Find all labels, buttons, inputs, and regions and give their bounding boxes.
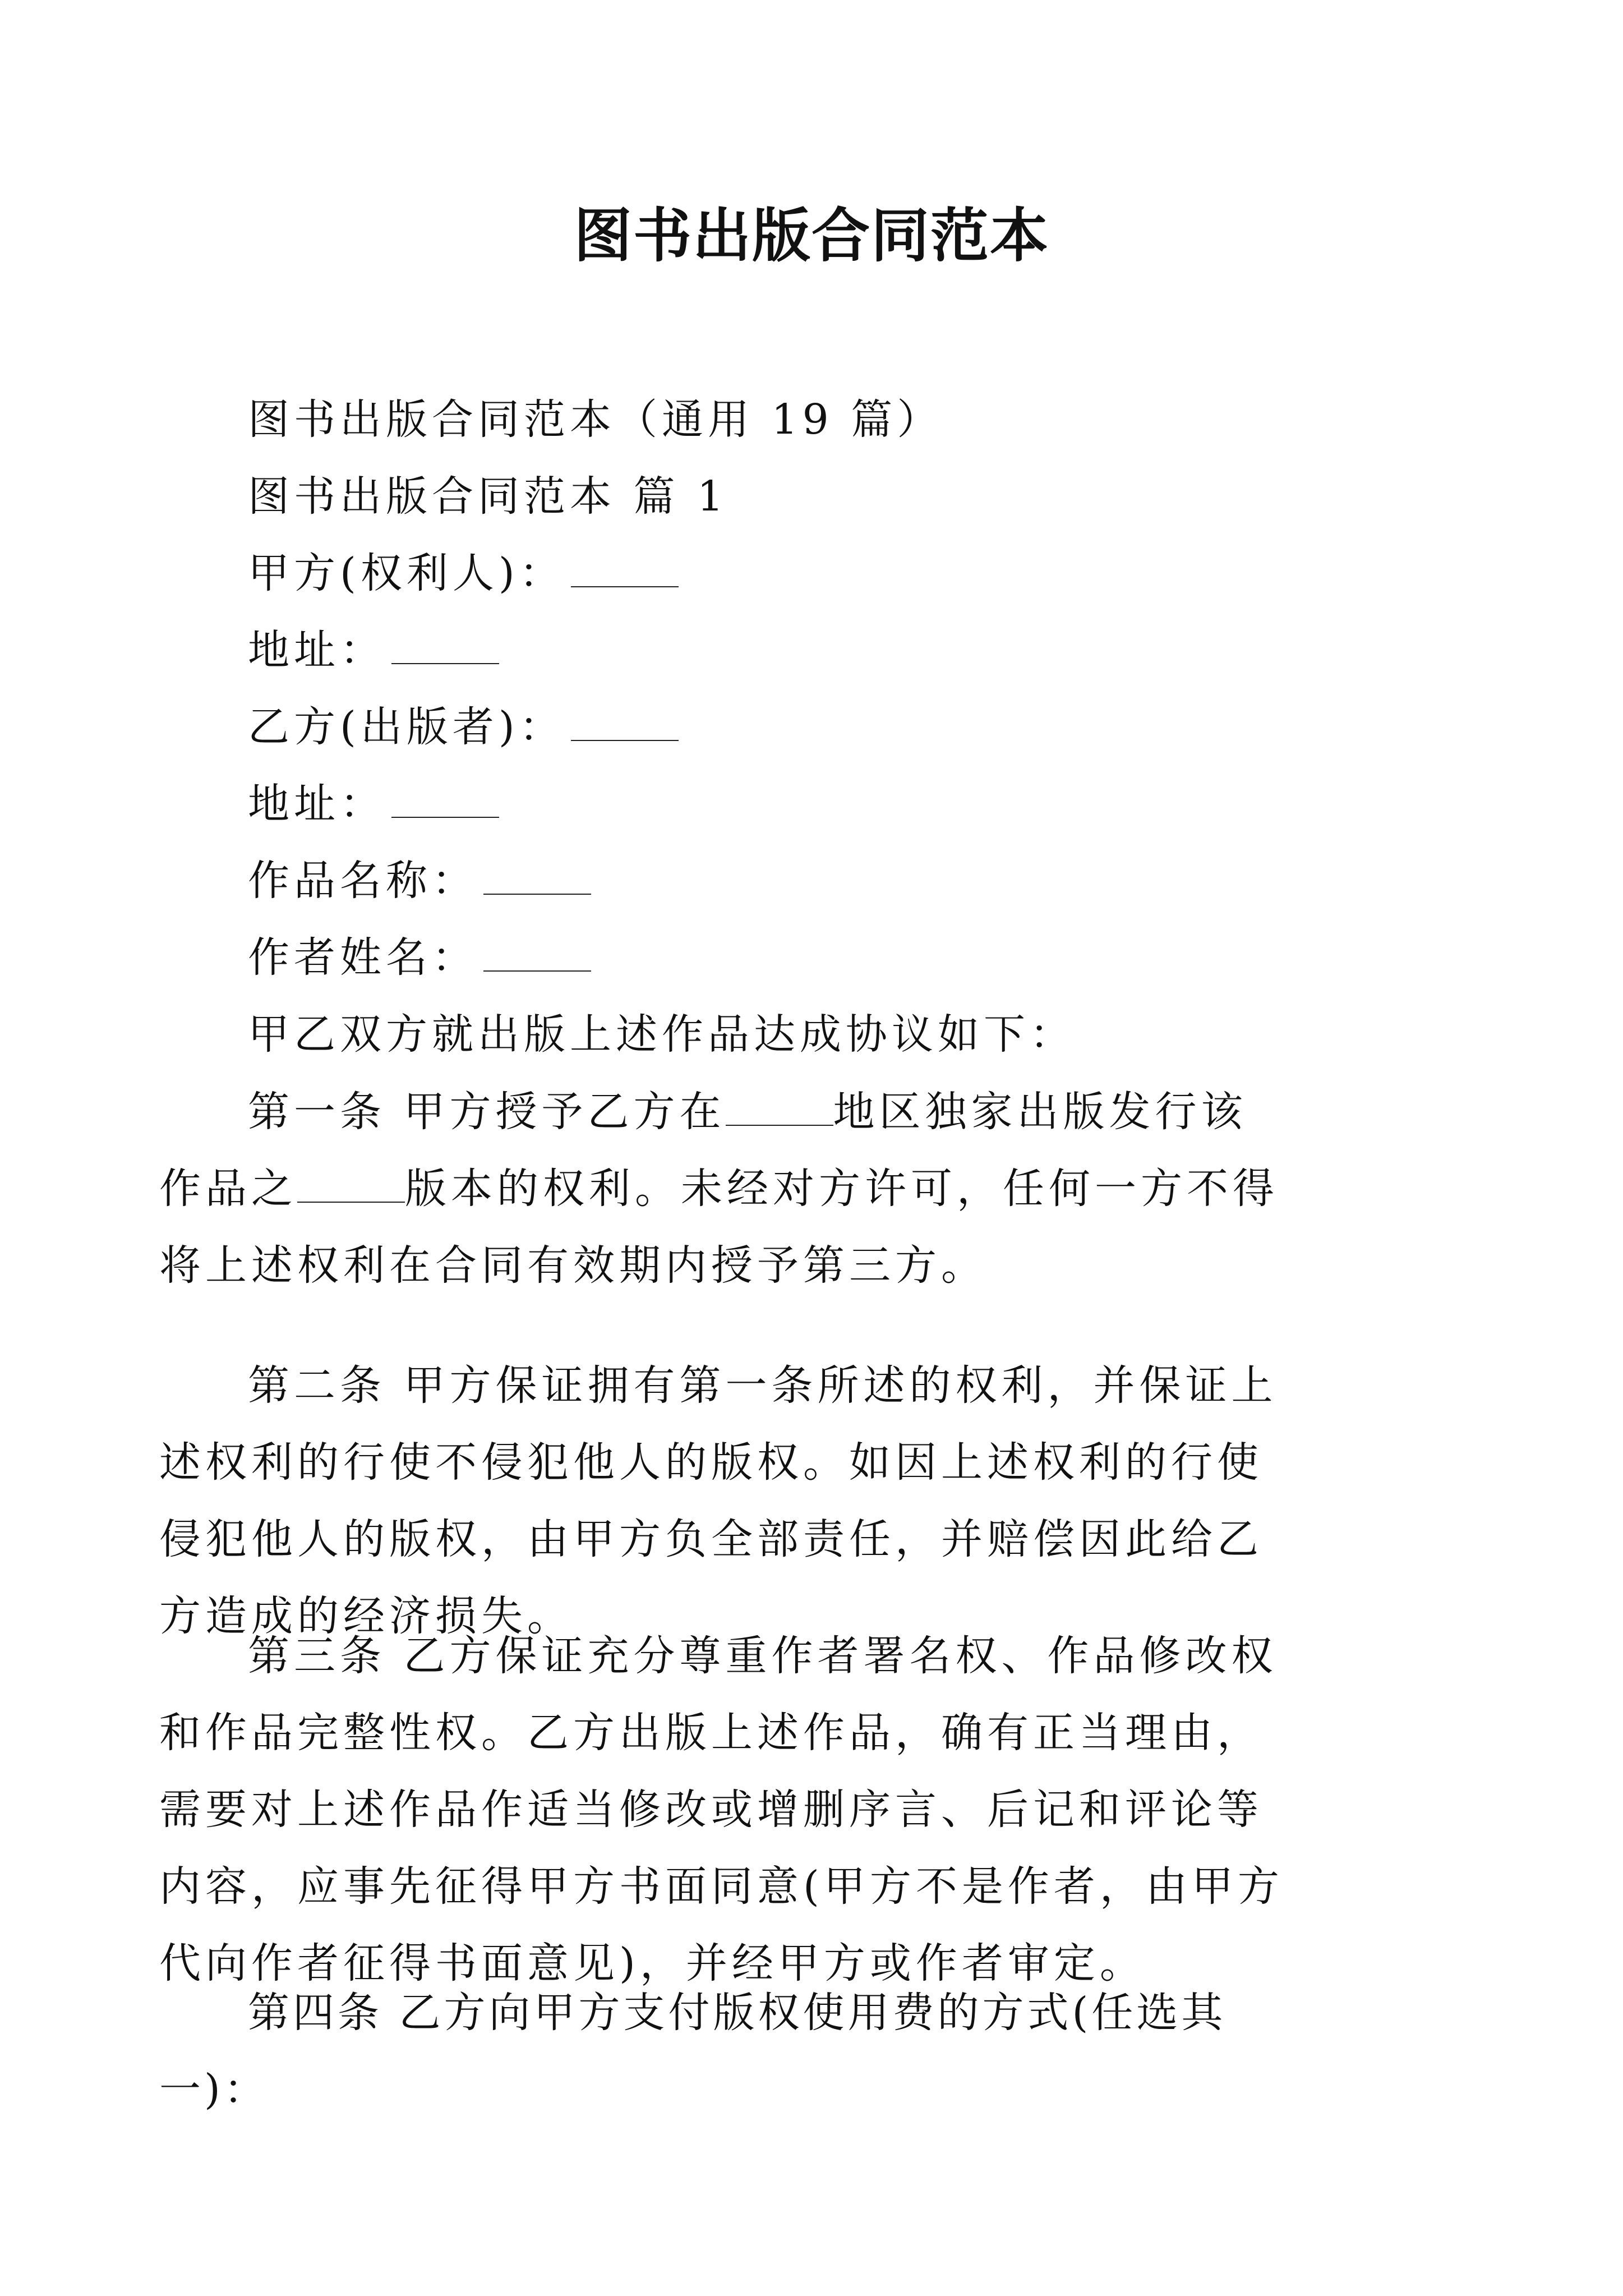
section-heading: 图书出版合同范本 篇 1: [248, 472, 728, 521]
field-label: 甲方(权利人)：: [248, 549, 565, 597]
blank-line: [726, 1091, 833, 1126]
field-party-a: [248, 535, 1392, 612]
blank-line: [297, 1168, 405, 1203]
field-label: 地址：: [248, 780, 386, 828]
field-author-name: [248, 919, 1392, 996]
article-3: 第三条 乙方保证充分尊重作者署名权、作品修改权和作品完整性权。乙方出版上述作品，确有正当理由，需要对上述作品作适当修改或增删序言、后记和评论等内容，应事先征得甲方书面同意(甲方不是作者，由甲方代向作者征得书面意见)，并经甲方或作者审定。: [159, 1632, 1284, 1987]
document-body: [248, 381, 1392, 1073]
article-1-part3: 版本的权利。未经对方许可，任何一方不得将上述权利在合同有效期内授予第三方。: [159, 1165, 1279, 1290]
blank-line: [571, 553, 679, 587]
blank-line: [391, 629, 499, 664]
field-party-b: [248, 689, 1392, 766]
blank-line: [483, 937, 591, 972]
blank-line: [571, 706, 679, 741]
article-4: 第四条 乙方向甲方支付版权使用费的方式(任选其一)：: [159, 1989, 1227, 2114]
document-subtitle: 图书出版合同范本（通用 19 篇）: [248, 395, 943, 444]
field-label: 地址：: [248, 626, 386, 674]
article-1-part2: 地区独家出版发行该作品之: [159, 1088, 1247, 1213]
intro-paragraph: 甲乙双方就出版上述作品达成协议如下：: [248, 1010, 1076, 1059]
blank-line: [483, 860, 591, 895]
field-label: 作者姓名：: [248, 933, 478, 982]
document-title: 图书出版合同范本: [573, 201, 1049, 270]
field-address-b: [248, 766, 1392, 843]
field-label: 作品名称：: [248, 857, 478, 905]
field-label: 乙方(出版者)：: [248, 703, 565, 751]
field-address-a: [248, 612, 1392, 689]
article-1: [159, 1074, 1292, 1304]
article-2: 第二条 甲方保证拥有第一条所述的权利，并保证上述权利的行使不侵犯他人的版权。如因上述权利的行使侵犯他人的版权，由甲方负全部责任，并赔偿因此给乙方造成的经济损失。: [159, 1361, 1278, 1640]
blank-line: [391, 783, 499, 818]
field-work-title: [248, 843, 1392, 919]
article-1-part1: 第一条 甲方授予乙方在: [248, 1088, 726, 1136]
